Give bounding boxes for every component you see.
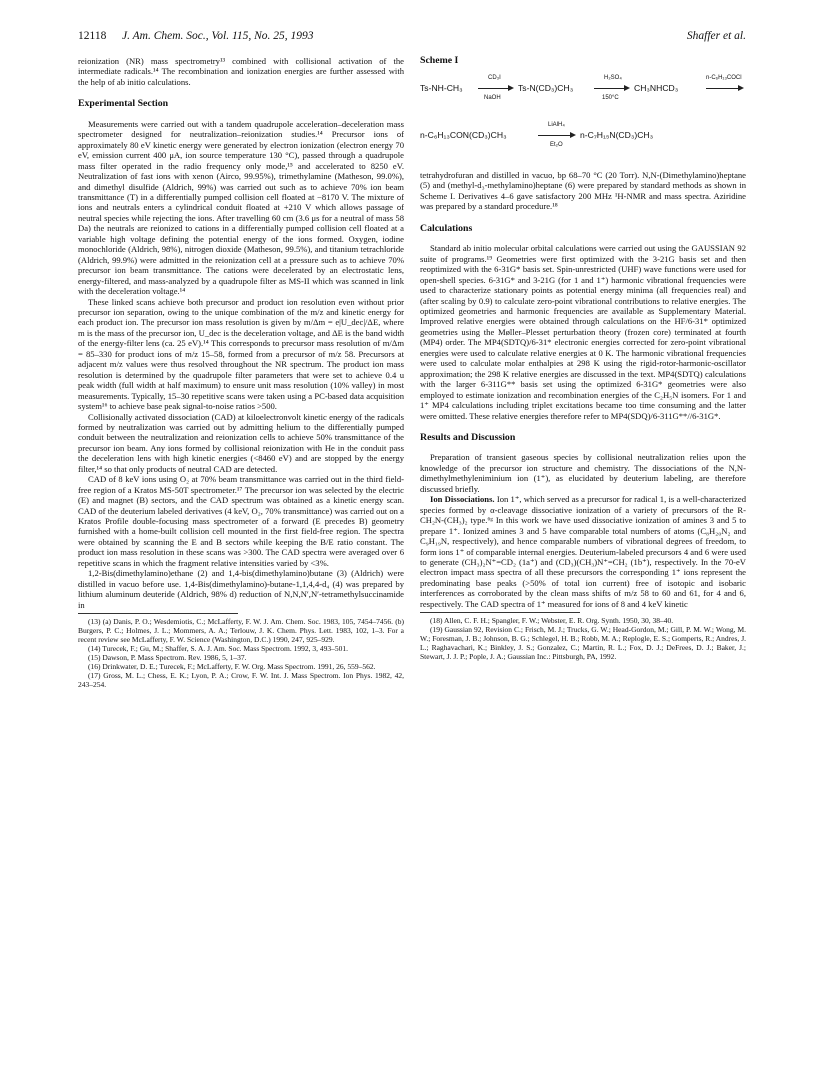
calculations-paragraph: Standard ab initio molecular orbital calculations were carried out using the GAUSSIAN 92 suite of programs.¹⁹ Geometries were first optimized with the 3-21G basis set and then reoptimized with the 6-31G* basis set. Spin-unrestricted (UHF) wave functions were used for open-shell species. 6-31G* and 3-21G (for 1 and 1⁺) harmonic vibrational frequencies were used to characterize stationary points as potential energy minima (all frequencies real) and (after scaling by 0.9) to calculate zero-point vibrational contributions to relative energies. The optimized geometries and harmonic frequencies are available as Supplementary Material. Improved relative energies were obtained through calculations on the HF/6-31* optimized geometries using the Møller–Plesset perturbation theory (frozen core) terminated at fourth (MP4) order. The MP4(SDTQ)/6-31* electronic energies corrected for zero-point vibrational energies were used to calculate relative energies at 0 K. The harmonic vibrational frequencies were used to calculate molar enthalpies at 298 K using the rigid-rotor-harmonic-oscillator approximation; the 298 K relative energies are discussed in the text. MP4(SDTQ) calculations with the larger 6-311G** basis set using the optimized 6-31G* geometries were also employed to estimate ionization and recombination energies of the C₂H₅N isomers. For 1 and 1⁺ MP4 calculations including triplet excitations became too time consuming and the latter were omitted. These relative energies therefore refer to MP4(SDQ)/6-311G**//6-31G*.: [420, 243, 746, 421]
running-authors: Shaffer et al.: [686, 30, 746, 42]
scheme-reagent: LiAlH₄: [548, 122, 565, 128]
scheme-arrow: [706, 88, 742, 89]
scheme-title: Scheme I: [420, 55, 459, 66]
scheme-reagent: n-C₆H₁₃COCl: [706, 75, 742, 81]
experimental-paragraph: Measurements were carried out with a tandem quadrupole acceleration–deceleration mass spectrometer designed for neutralization–reionization studies.¹⁴ Precursor ions of approximately 80 eV kinetic energy were generated by electron ionization (electron energy 70 eV, emission current 400 μA, ion source temperature 130 °C), passed through a quadrupole mass filter operated in the radio frequency only mode,¹⁵ and accelerated to 8250 eV. Neutralization of fast ions with xenon (Airco, 99.95%), trimethylamine (Matheson, 99.0%), and dimethyl disulfide (Aldrich, 99%) was carried out such as to achieve 70% ion beam transmittance (T) in a differentially pumped collision cell floated at −8170 V. The mixture of ions and neutrals enters a cylindrical conduit floated at +210 V which allows passage of neutral species while rejecting the ions. After travelling 60 cm (3.6 μs for a neutral of mass 58 Da) the neutrals are reionized to cations in a differentially pumped collision cell floated at a variable high voltage defining the potential energy of the ions formed. Oxygen, iodine monochloride (Aldrich, 98%), nitrogen dioxide (Matheson, 99.5%), and titanium tetrachloride (Aldrich, 99.9%) were admitted in the reionization cell at a pressure such as to achieve 70% precursor ion beam transmittance. The cations were decelerated by an electrostatic lens, energy-filtered, and mass-analyzed by a quadrupole filter as MS-II which was scanned in link with the deceleration voltage.¹⁴: [78, 118, 404, 297]
footnotes-right: [420, 616, 746, 661]
scheme-reagent: H₂SO₄: [604, 75, 622, 81]
experimental-heading: Experimental Section: [78, 98, 169, 110]
footnote: (14) Turecek, F.; Gu, M.; Shaffer, S. A. J. Am. Soc. Mass Spectrom. 1992, 3, 493–501.: [88, 644, 349, 654]
scheme-compound: CH₃NHCD₃: [634, 83, 679, 93]
scheme-compound: n-C₆H₁₃CON(CD₃)CH₃: [420, 130, 507, 140]
scheme-compound: n-C₇H₁₅N(CD₃)CH₃: [580, 130, 654, 140]
page-number: 12118: [78, 30, 107, 42]
footnote-divider: [78, 613, 238, 614]
right-column: [420, 56, 746, 661]
intro-paragraph: reionization (NR) mass spectrometry¹³ combined with collisional activation of the intermediate radicals.¹⁴ The recombination and ionization energies are further assessed with the help of ab initio calculations.: [78, 56, 404, 87]
footnote: (18) Allen, C. F. H.; Spangler, F. W.; Webster, E. R. Org. Synth. 1950, 30, 38–40.: [430, 616, 674, 626]
scheme-arrow: [538, 135, 574, 136]
ion-dissociations-text: Ion 1⁺, which served as a precursor for radical 1, is a well-characterized species formed by α-cleavage dissociative ionization of a variety of precursors of the R-CH₂N-(CH₃)₂ type.⁶ᵍ In this work we have used dissociative ionization of amines 3 and 5 to prepare 1⁺. Ionized amines 3 and 5 have comparable total numbers of atoms (C₈H₂₀N₂ and C₉H₁₉N, respectively), and hence comparable numbers of vibrational degrees of freedom, to form ions 1⁺ of comparable internal energies. Deuterium-labeled precursors 4 and 6 were used to generate (CH₃)₂N⁺=CD₂ (1a⁺) and (CD₃)(CH₃)N⁺=CH₂ (1b⁺), respectively. In the 70-eV electron impact mass spectra of all these precursors the corresponding 1⁺ ions represent the predominating base peaks (>50% of total ion current) free of isotopic and isobaric interferences as corroborated by the clean mass shifts of m/z 58 to 60 and 61, for 4 and 6, respectively. The CAD spectra of 1⁺ measured for ions of 8 and 4 keV kinetic: [420, 494, 746, 609]
footnote: (19) Gaussian 92, Revision C.; Frisch, M. J.; Trucks, G. W.; Head-Gordon, M.; Gill, P. M. W.; Wong, M. W.; Foresman, J. B.; Johnson, B. G.; Schlegel, H. B.; Robb, M. A.; Replogle, E. S.; Gomperts, R.; Andres, J. L.; Raghavachari, K.; Binkley, J. S.; Gonzalez, C.; Martin, R. L.; Fox, D. J.; DeFrees, D. J.; Baker, J.; Stewart, J. J. P.; Pople, J. A.; Gaussian Inc.: Pittsburgh, PA, 1992.: [420, 625, 746, 662]
ion-dissociations-heading: Ion Dissociations.: [430, 494, 495, 505]
experimental-paragraph: Collisionally activated dissociation (CAD) at kiloelectronvolt kinetic energy of the radicals formed by neutralization was carried out by admitting helium to the differentially pumped conduit between the neutralization and reionization cells to achieve 50% transmittance of the precursor ion beam. Any ions formed by collisional reionization with He in the conduit pass the deceleration lens with high kinetic energies (<8460 eV) and are stopped by the energy filter,¹⁴ so that only products of neutral CAD are detected.: [78, 411, 404, 474]
scheme-condition: Et₂O: [550, 142, 563, 148]
footnote: (16) Drinkwater, D. E.; Turecek, F.; McLafferty, F. W. Org. Mass Spectrom. 1991, 26, 559–562.: [88, 662, 376, 672]
scheme-condition: NaOH: [484, 95, 501, 101]
ion-dissociations-paragraph: [420, 494, 746, 609]
page-header: [78, 30, 746, 46]
scheme-reagent: CD₃I: [488, 75, 501, 81]
footnote: (17) Gross, M. L.; Chess, E. K.; Lyon, P. A.; Crow, F. W. Int. J. Mass Spectrom. Ion Phys. 1982, 42, 243–254.: [78, 671, 404, 690]
footnotes-left: [78, 617, 404, 689]
continued-paragraph: tetrahydrofuran and distilled in vacuo, bp 68–70 °C (20 Torr). N,N-(Dimethylamino)heptane (5) and (methyl-d₃-methylamino)heptane (6) were prepared by standard methods as shown in Scheme I. Derivatives 4–6 gave satisfactory 200 MHz ¹H-NMR and mass spectra. Aziridine was prepared by a standard procedure.¹⁸: [420, 170, 746, 212]
experimental-paragraph: CAD of 8 keV ions using O₂ at 70% beam transmittance was carried out in the third field-free region of a Kratos MS-50T spectrometer.¹⁷ The precursor ion was selected by the electric (E) and magnet (B) sectors, and the CAD spectrum was obtained as a kinetic energy scan. CAD of the deuterium labeled derivatives (4 keV, O₂, 70% transmittance) was carried out on a Kratos Profile double-focusing mass spectrometer of a forward (E precedes B) geometry furnished with a home-built collision cell mounted in the first field-free region. The spectra were obtained by scanning the E and B sectors while keeping the B/E ratio constant. The product ion mass resolution in these scans was >300. The CAD spectra were averaged over 6 repetitive scans in which the fragment relative intensities varied by <3%.: [78, 474, 404, 568]
results-heading: Results and Discussion: [420, 431, 516, 443]
results-paragraph: Preparation of transient gaseous species by collisional neutralization relies upon the knowledge of the precursor ion structure and chemistry. The dissociations of the N,N-dimethylmethyleniminium ion (1⁺), as elucidated by deuterium labeling, are therefore discussed briefly.: [420, 452, 746, 494]
journal-citation: J. Am. Chem. Soc., Vol. 115, No. 25, 1993: [122, 30, 314, 42]
footnote: (13) (a) Danis, P. O.; Wesdemiotis, C.; McLafferty, F. W. J. Am. Chem. Soc. 1983, 105, 7454–7456. (b) Burgers, P. C.; Holmes, J. L.; Mommers, A. A.; Terlouw, J. K. Chem. Phys. Lett. 1983, 102, 1–3. For a recent review see McLafferty, F. W. Science (Washington, D.C.) 1990, 247, 925–929.: [78, 617, 404, 645]
experimental-paragraph: 1,2-Bis(dimethylamino)ethane (2) and 1,4-bis(dimethylamino)butane (3) (Aldrich) were distilled in vacuo before use. 1,4-Bis(dimethylamino)-butane-1,1,4,4-d₄ (4) was prepared by lithium aluminum deuteride (Aldrich, 98% d) reduction of N,N,N′,N′-tetramethylsuccinamide in: [78, 568, 404, 610]
experimental-paragraph: These linked scans achieve both precursor and product ion resolution even without prior precursor ion separation, owing to the unique combination of the m/z and kinetic energy for each product ion. The precursor ion mass resolution is given by m/Δm = e|U_dec|/ΔE, where m is the mass of the precursor ion, U_dec is the deceleration voltage, and ΔE is the band width of the energy-filter lens (ca. 25 eV).¹⁴ This corresponds to precursor mass resolution of m/Δm = 85–330 for product ions of m/z 15–58, formed from a precursor of m/z 58. Precursors at adjacent m/z values were thus resolved throughout the NR spectrum. The product ion mass resolution is determined by the quadrupole filter parameters that were set to achieve 0.4 u peak width (full width at half maximum) to ensure unit mass resolution (10% valley) in most measurements. Typically, 15–30 repetitive scans were taken using a PC-based data acquisition system¹⁶ to achieve base peak signal-to-noise ratios >500.: [78, 296, 404, 412]
footnote-divider: [420, 612, 580, 613]
scheme-figure: [420, 56, 746, 170]
scheme-arrow: [478, 88, 512, 89]
scheme-compound: Ts-NH-CH₃: [420, 83, 463, 93]
scheme-condition: 150°C: [602, 95, 619, 101]
left-column: [78, 56, 404, 689]
scheme-arrow: [594, 88, 628, 89]
footnote: (15) Dawson, P. Mass Spectrom. Rev. 1986, 5, 1–37.: [88, 653, 247, 663]
scheme-compound: Ts-N(CD₃)CH₃: [518, 83, 574, 93]
calculations-heading: Calculations: [420, 222, 473, 234]
